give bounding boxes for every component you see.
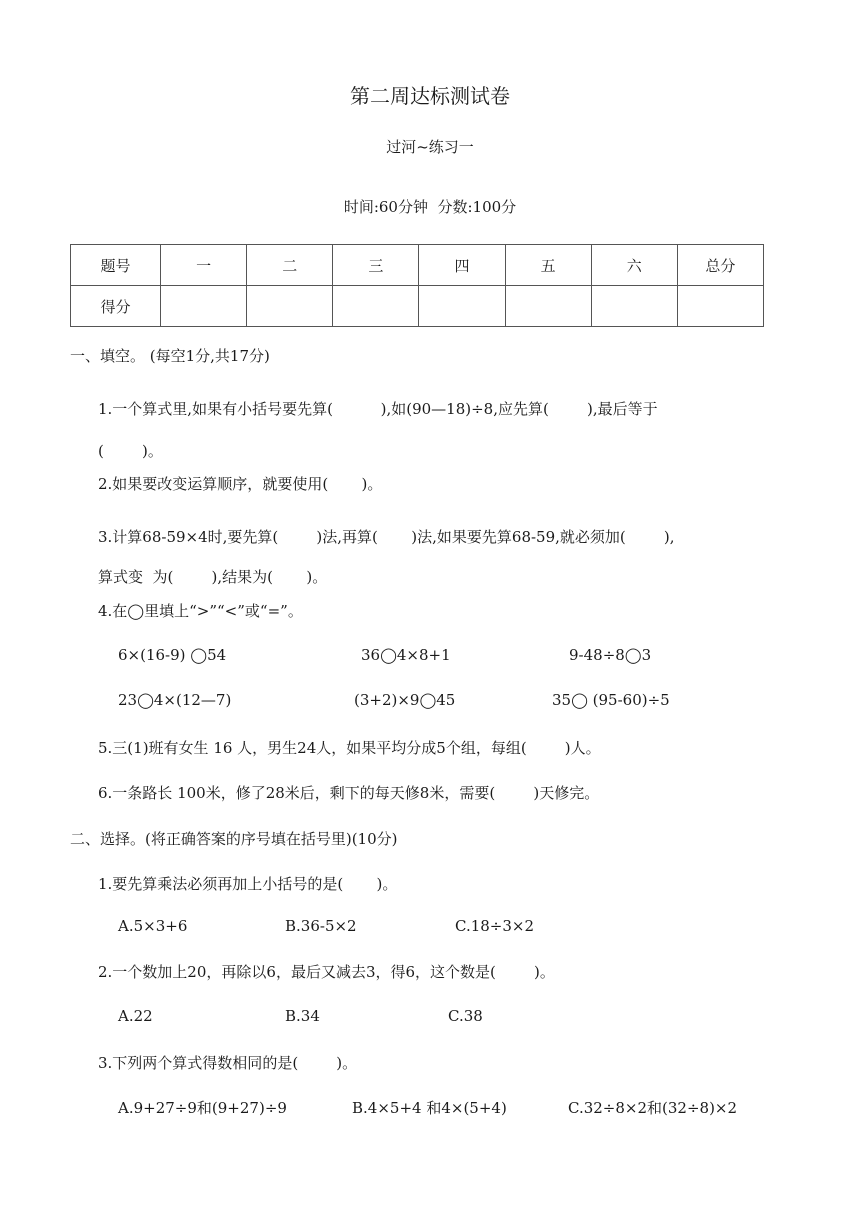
page-subtitle: 过河~练习一 (386, 138, 474, 156)
table-row-label: 得分 (71, 286, 161, 327)
compare-item: 35◯ (95-60)÷5 (552, 691, 670, 709)
question-2-3: 3.下列两个算式得数相同的是( )。 (98, 1054, 358, 1072)
option-c: C.18÷3×2 (455, 917, 535, 935)
table-row (71, 286, 764, 327)
table-header-cell: 一 (161, 245, 247, 286)
score-cell (247, 286, 333, 327)
exam-meta: 时间:60分钟 分数:100分 (343, 198, 517, 216)
question-1-3-line2: 算式变 为( ),结果为( )。 (98, 568, 328, 586)
table-header-cell: 三 (333, 245, 419, 286)
score-cell (677, 286, 763, 327)
table-header-cell: 二 (247, 245, 333, 286)
option-b: B.4×5+4 和4×(5+4) (352, 1099, 507, 1117)
score-cell (419, 286, 505, 327)
table-header-cell: 四 (419, 245, 505, 286)
section-2-title: 二、选择。(将正确答案的序号填在括号里)(10分) (70, 830, 398, 848)
compare-item: 23◯4×(12—7) (118, 691, 232, 709)
score-cell (591, 286, 677, 327)
page-title: 第二周达标测试卷 (350, 84, 510, 108)
compare-item: 9-48÷8◯3 (569, 646, 652, 664)
option-c: C.38 (448, 1007, 483, 1025)
option-a: A.5×3+6 (118, 917, 188, 935)
question-1-5: 5.三(1)班有女生 16 人，男生24人，如果平均分成5个组，每组( )人。 (98, 739, 601, 757)
section-1-title: 一、填空。 (每空1分,共17分) (70, 347, 270, 365)
question-1-2: 2.如果要改变运算顺序，就要使用( )。 (98, 475, 383, 493)
option-a: A.22 (118, 1007, 153, 1025)
question-1-6: 6.一条路长 100米，修了28米后，剩下的每天修8米，需要( )天修完。 (98, 784, 600, 802)
question-2-2: 2.一个数加上20，再除以6，最后又减去3，得6，这个数是( )。 (98, 963, 555, 981)
question-1-1-line2: ( )。 (98, 442, 163, 460)
score-cell (333, 286, 419, 327)
score-cell (161, 286, 247, 327)
option-b: B.36-5×2 (285, 917, 357, 935)
compare-item: 6×(16-9) ◯54 (118, 646, 227, 664)
question-1-3-line1: 3.计算68-59×4时,要先算( )法,再算( )法,如果要先算68-59,就必须加( ), (98, 528, 675, 546)
option-b: B.34 (285, 1007, 320, 1025)
question-2-1: 1.要先算乘法必须再加上小括号的是( )。 (98, 875, 398, 893)
table-header-cell: 五 (505, 245, 591, 286)
compare-item: 36◯4×8+1 (361, 646, 451, 664)
score-cell (505, 286, 591, 327)
option-c: C.32÷8×2和(32÷8)×2 (568, 1099, 738, 1117)
question-1-4: 4.在◯里填上“>”“<”或“=”。 (98, 602, 303, 620)
score-table (70, 244, 764, 327)
table-header-cell: 总分 (677, 245, 763, 286)
option-a: A.9+27÷9和(9+27)÷9 (118, 1099, 287, 1117)
compare-item: (3+2)×9◯45 (354, 691, 456, 709)
table-header-cell: 六 (591, 245, 677, 286)
question-1-1-line1: 1.一个算式里,如果有小括号要先算( ),如(90—18)÷8,应先算( ),最后等于 (98, 400, 658, 418)
table-row (71, 245, 764, 286)
table-header-cell: 题号 (71, 245, 161, 286)
